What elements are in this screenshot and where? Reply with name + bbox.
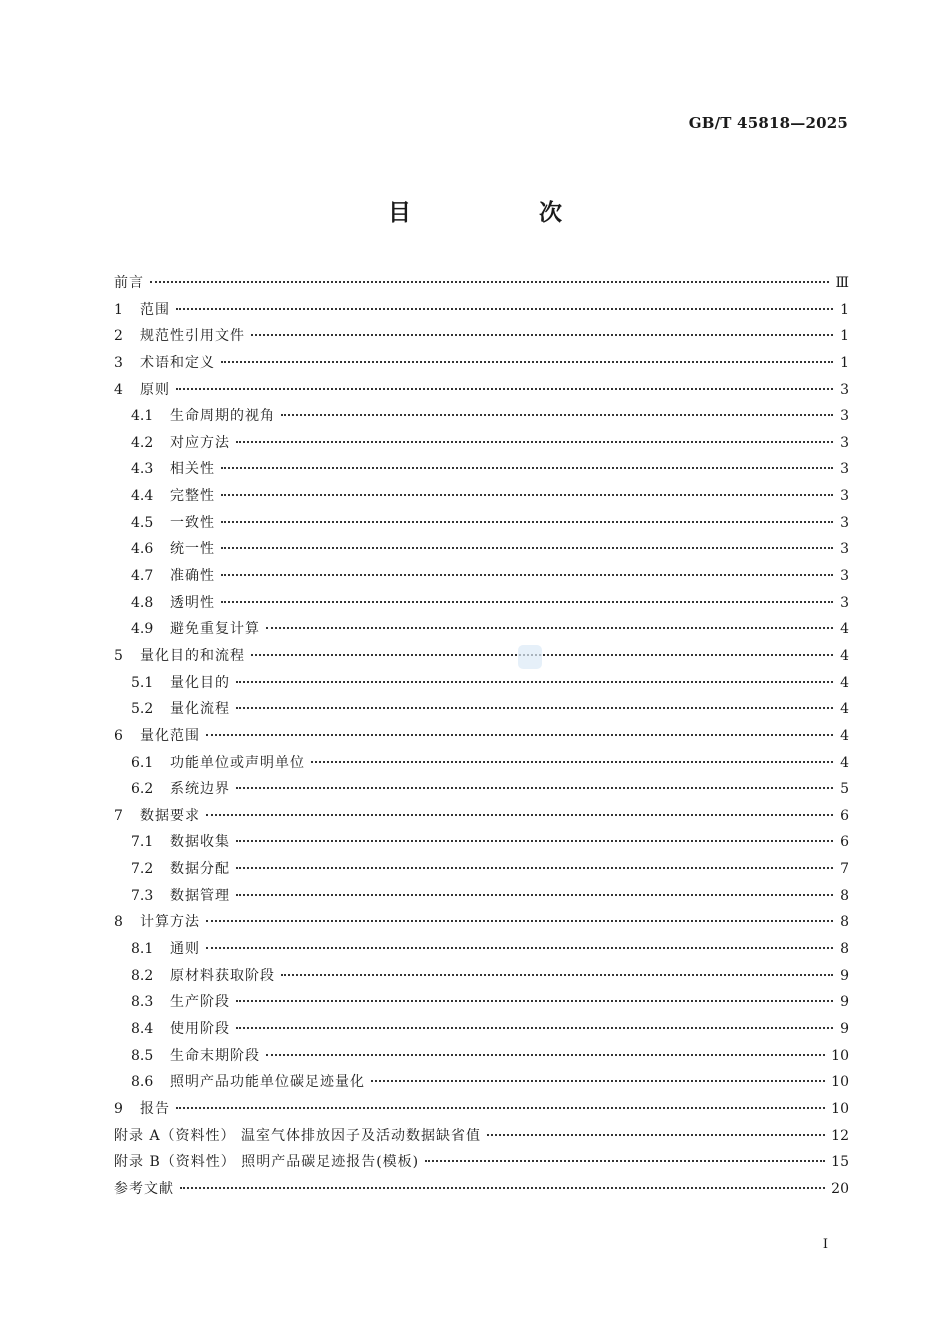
toc-entry-number: 4.1 [131, 408, 154, 425]
toc-entry-label: 参考文献 [114, 1180, 174, 1197]
toc-entry-page: 4 [840, 647, 849, 664]
toc-entry-page: 1 [840, 328, 849, 345]
toc-entry-page: 4 [840, 674, 849, 691]
toc-entry[interactable] [114, 776, 849, 803]
toc-entry-number: 5.1 [131, 674, 154, 691]
toc-entry[interactable] [114, 696, 849, 723]
toc-entry-number: 8.5 [131, 1047, 154, 1064]
toc-entry-label: 生产阶段 [170, 994, 230, 1011]
toc-entry-label: 量化目的和流程 [140, 647, 245, 664]
toc-entry-number: 4.6 [131, 541, 154, 558]
toc-entry[interactable] [114, 616, 849, 643]
toc-entry[interactable] [114, 377, 849, 404]
toc-entry[interactable] [114, 829, 849, 856]
toc-list [114, 270, 849, 1202]
toc-entry[interactable] [114, 1096, 849, 1123]
toc-leader-dots [176, 307, 833, 310]
toc-entry-label: 计算方法 [140, 914, 200, 931]
toc-leader-dots [176, 387, 833, 390]
toc-entry-page: 3 [840, 461, 849, 478]
toc-entry-page: 12 [831, 1127, 849, 1144]
toc-entry-page: 3 [840, 514, 849, 531]
toc-entry-label: 数据要求 [140, 807, 200, 824]
toc-leader-dots [236, 999, 833, 1002]
toc-entry-label: 对应方法 [170, 434, 230, 451]
toc-entry-page: 1 [840, 301, 849, 318]
toc-entry[interactable] [114, 1069, 849, 1096]
toc-leader-dots [221, 600, 833, 603]
toc-entry-page: 6 [840, 807, 849, 824]
toc-leader-dots [371, 1079, 825, 1082]
toc-entry-number: 5.2 [131, 701, 154, 718]
toc-entry[interactable] [114, 803, 849, 830]
toc-entry[interactable] [114, 670, 849, 697]
toc-entry-label: 相关性 [170, 461, 215, 478]
toc-leader-dots [487, 1133, 825, 1136]
toc-leader-dots [281, 413, 833, 416]
toc-entry-number: 8.4 [131, 1020, 154, 1037]
toc-entry-number: 4.8 [131, 594, 154, 611]
toc-entry-page: 10 [831, 1074, 849, 1091]
toc-entry[interactable] [114, 430, 849, 457]
toc-entry-number: 4.2 [131, 434, 154, 451]
toc-entry-label: 量化目的 [170, 674, 230, 691]
toc-entry[interactable] [114, 270, 849, 297]
toc-leader-dots [281, 973, 833, 976]
toc-entry-label: 范围 [140, 301, 170, 318]
toc-leader-dots [251, 653, 833, 656]
toc-entry-page: 8 [840, 914, 849, 931]
toc-leader-dots [236, 1026, 833, 1029]
toc-entry-page: 4 [840, 621, 849, 638]
toc-entry-page: 10 [831, 1100, 849, 1117]
toc-leader-dots [251, 333, 833, 336]
toc-entry[interactable] [114, 323, 849, 350]
toc-entry-label: 附录 A（资料性） 温室气体排放因子及活动数据缺省值 [114, 1127, 482, 1144]
toc-entry-number: 4.4 [131, 488, 154, 505]
toc-entry-number: 8.6 [131, 1074, 154, 1091]
toc-entry-page: 1 [840, 354, 849, 371]
toc-entry-page: 3 [840, 381, 849, 398]
toc-entry-number: 9 [114, 1100, 123, 1117]
toc-entry-page: 3 [840, 541, 849, 558]
toc-leader-dots [206, 733, 833, 736]
toc-entry-number: 1 [114, 301, 123, 318]
toc-entry[interactable] [114, 297, 849, 324]
toc-entry-page: 3 [840, 434, 849, 451]
toc-entry-page: 5 [840, 781, 849, 798]
toc-entry-page: 8 [840, 887, 849, 904]
toc-entry-label: 生命末期阶段 [170, 1047, 260, 1064]
toc-entry-label: 原材料获取阶段 [170, 967, 275, 984]
toc-entry[interactable] [114, 723, 849, 750]
toc-leader-dots [236, 839, 833, 842]
toc-entry-label: 附录 B（资料性） 照明产品碳足迹报告(模板) [114, 1154, 420, 1171]
toc-entry-label: 数据管理 [170, 887, 230, 904]
toc-entry-page: 15 [831, 1154, 849, 1171]
toc-entry-label: 规范性引用文件 [140, 328, 245, 345]
toc-entry[interactable] [114, 1149, 849, 1176]
toc-entry-label: 数据分配 [170, 861, 230, 878]
toc-leader-dots [221, 360, 833, 363]
toc-entry-label: 功能单位或声明单位 [170, 754, 305, 771]
toc-entry-number: 6.2 [131, 781, 154, 798]
toc-entry[interactable] [114, 456, 849, 483]
toc-entry-label: 透明性 [170, 594, 215, 611]
toc-entry-page: 9 [840, 967, 849, 984]
toc-entry-page: 8 [840, 941, 849, 958]
toc-leader-dots [221, 466, 833, 469]
toc-leader-dots [221, 546, 833, 549]
toc-leader-dots [150, 280, 829, 283]
toc-entry-label: 一致性 [170, 514, 215, 531]
toc-entry-label: 系统边界 [170, 781, 230, 798]
toc-entry[interactable] [114, 536, 849, 563]
toc-entry-label: 术语和定义 [140, 354, 215, 371]
toc-entry[interactable] [114, 883, 849, 910]
toc-leader-dots [206, 919, 833, 922]
toc-entry-number: 4.9 [131, 621, 154, 638]
toc-entry[interactable] [114, 909, 849, 936]
toc-entry-label: 数据收集 [170, 834, 230, 851]
toc-leader-dots [176, 1106, 825, 1109]
toc-entry[interactable] [114, 1016, 849, 1043]
page-number: Ⅰ [822, 1237, 828, 1252]
toc-title: 目 次 [387, 200, 622, 226]
toc-entry-number: 7.1 [131, 834, 154, 851]
toc-entry-page: 20 [831, 1180, 849, 1197]
toc-entry-number: 7 [114, 807, 123, 824]
toc-entry-page: 4 [840, 754, 849, 771]
toc-entry-label: 原则 [140, 381, 170, 398]
toc-entry-page: 9 [840, 994, 849, 1011]
toc-entry[interactable] [114, 1176, 849, 1203]
toc-leader-dots [236, 893, 833, 896]
toc-leader-dots [206, 813, 833, 816]
toc-entry-page: 3 [840, 408, 849, 425]
toc-entry[interactable] [114, 963, 849, 990]
toc-entry-number: 7.3 [131, 887, 154, 904]
toc-entry-page: 9 [840, 1020, 849, 1037]
toc-entry[interactable] [114, 750, 849, 777]
toc-entry[interactable] [114, 590, 849, 617]
toc-entry-number: 3 [114, 354, 123, 371]
toc-entry-number: 6 [114, 727, 123, 744]
toc-entry-number: 7.2 [131, 861, 154, 878]
toc-entry[interactable] [114, 936, 849, 963]
toc-leader-dots [236, 866, 833, 869]
toc-entry-number: 4.3 [131, 461, 154, 478]
toc-entry-page: 4 [840, 727, 849, 744]
toc-leader-dots [206, 946, 833, 949]
toc-leader-dots [425, 1159, 825, 1162]
toc-entry[interactable] [114, 350, 849, 377]
toc-entry[interactable] [114, 856, 849, 883]
toc-entry-label: 量化流程 [170, 701, 230, 718]
toc-leader-dots [236, 680, 833, 683]
toc-leader-dots [266, 1053, 825, 1056]
toc-entry-number: 5 [114, 647, 123, 664]
toc-entry-number: 4.7 [131, 568, 154, 585]
toc-leader-dots [221, 493, 833, 496]
toc-leader-dots [236, 786, 833, 789]
toc-entry-label: 准确性 [170, 568, 215, 585]
toc-entry[interactable] [114, 483, 849, 510]
toc-leader-dots [221, 520, 833, 523]
toc-leader-dots [311, 760, 833, 763]
toc-entry-number: 8.3 [131, 994, 154, 1011]
toc-entry[interactable] [114, 643, 849, 670]
toc-entry-number: 4 [114, 381, 123, 398]
toc-entry-label: 照明产品功能单位碳足迹量化 [170, 1074, 365, 1091]
toc-leader-dots [266, 626, 833, 629]
toc-entry-number: 8 [114, 914, 123, 931]
toc-entry-label: 统一性 [170, 541, 215, 558]
toc-entry-page: 7 [840, 861, 849, 878]
toc-entry-number: 8.2 [131, 967, 154, 984]
toc-entry[interactable] [114, 989, 849, 1016]
toc-entry-page: 3 [840, 594, 849, 611]
toc-entry-page: 6 [840, 834, 849, 851]
toc-entry[interactable] [114, 563, 849, 590]
toc-entry-number: 6.1 [131, 754, 154, 771]
toc-leader-dots [221, 573, 833, 576]
watermark-logo-icon [518, 645, 542, 669]
toc-entry[interactable] [114, 510, 849, 537]
toc-entry-page: Ⅲ [835, 275, 849, 291]
toc-entry-number: 4.5 [131, 514, 154, 531]
toc-entry[interactable] [114, 403, 849, 430]
toc-entry-label: 报告 [140, 1100, 170, 1117]
toc-entry-number: 2 [114, 328, 123, 345]
toc-entry-label: 完整性 [170, 488, 215, 505]
toc-entry-label: 避免重复计算 [170, 621, 260, 638]
toc-leader-dots [236, 440, 833, 443]
toc-entry-label: 前言 [114, 275, 144, 291]
toc-entry-label: 生命周期的视角 [170, 408, 275, 425]
toc-entry-label: 量化范围 [140, 727, 200, 744]
toc-entry-page: 3 [840, 568, 849, 585]
toc-entry[interactable] [114, 1123, 849, 1150]
toc-entry-label: 使用阶段 [170, 1020, 230, 1037]
toc-leader-dots [180, 1186, 825, 1189]
toc-entry[interactable] [114, 1043, 849, 1070]
toc-leader-dots [236, 706, 833, 709]
toc-entry-page: 3 [840, 488, 849, 505]
toc-entry-page: 4 [840, 701, 849, 718]
document-code: GB/T 45818—2025 [688, 114, 848, 132]
toc-entry-number: 8.1 [131, 941, 154, 958]
toc-entry-label: 通则 [170, 941, 200, 958]
toc-entry-page: 10 [831, 1047, 849, 1064]
